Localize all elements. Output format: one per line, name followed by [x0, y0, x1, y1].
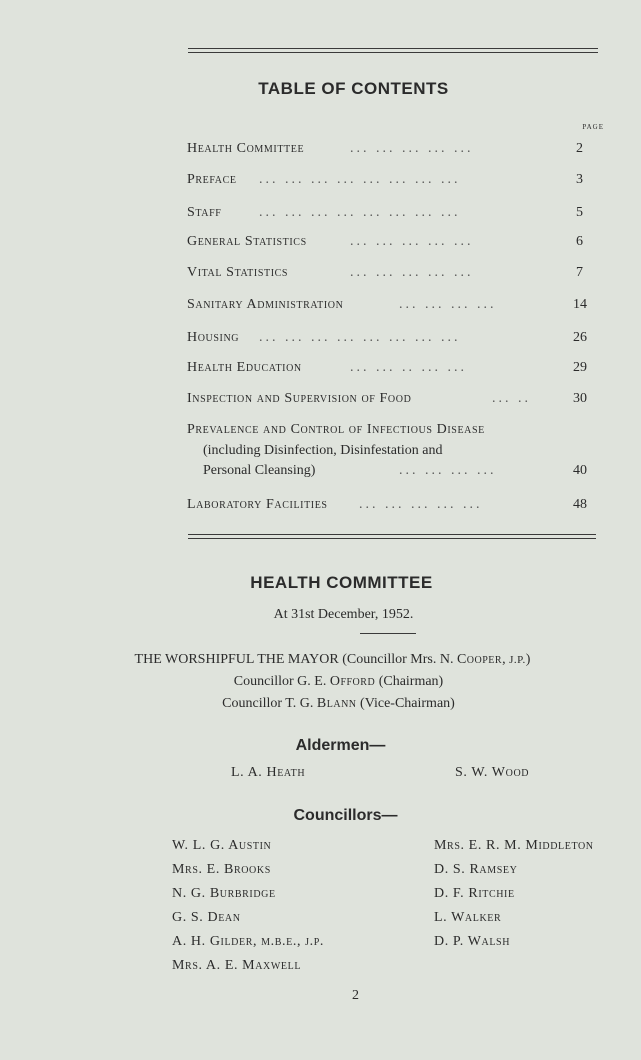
toc-entry	[187, 360, 595, 380]
toc-entry	[187, 463, 595, 483]
councillors-heading: Councillors—	[293, 807, 398, 824]
committee-title: HEALTH COMMITTEE	[250, 573, 433, 592]
toc-entry-label: Staff	[187, 205, 222, 220]
councillor-name: N. G. Burbridge	[172, 886, 276, 901]
toc-entry-page: 6	[576, 234, 583, 249]
toc-title: TABLE OF CONTENTS	[258, 79, 449, 98]
toc-entry-label: Sanitary Administration	[187, 297, 344, 312]
toc-entry-label: Laboratory Facilities	[187, 497, 328, 512]
toc-leader-dots: ... ... ... ...	[399, 297, 497, 312]
councillor-name: Mrs. E. R. M. Middleton	[434, 838, 594, 853]
toc-entry	[187, 234, 595, 254]
councillor-name: W. L. G. Austin	[172, 838, 272, 853]
toc-entry-page: 48	[573, 497, 587, 512]
councillor-name: D. S. Ramsey	[434, 862, 518, 877]
page-number: 2	[352, 988, 359, 1003]
toc-leader-dots: ... ... ... ... ...	[350, 234, 474, 249]
toc-entry-label: Prevalence and Control of Infectious Disease	[187, 422, 485, 437]
councillor-name: A. H. Gilder, m.b.e., j.p.	[172, 934, 324, 949]
chairman-name: Offord	[329, 674, 376, 689]
toc-entry-page: 5	[576, 205, 583, 220]
toc-entry-page: 3	[576, 172, 583, 187]
toc-entry-sub-line: Personal Cleansing)	[203, 463, 316, 478]
toc-leader-dots: ... ... ... ... ...	[350, 141, 474, 156]
toc-leader-dots: ... ... ... ... ...	[359, 497, 483, 512]
toc-entry	[187, 172, 595, 192]
toc-leader-dots: ... ... ... ... ... ... ... ...	[259, 330, 461, 345]
toc-entry	[187, 330, 595, 350]
aldermen-heading: Aldermen—	[295, 737, 386, 754]
toc-entry-label: Inspection and Supervision of Food	[187, 391, 412, 406]
mayor-line: THE WORSHIPFUL THE MAYOR (Councillor Mrs. N. Cooper, J.P.)	[134, 652, 531, 667]
toc-leader-dots: ... ... ... ... ...	[350, 265, 474, 280]
alderman-name: L. A. Heath	[231, 765, 306, 780]
councillor-name: Mrs. E. Brooks	[172, 862, 271, 877]
toc-entry	[187, 141, 595, 161]
toc-entry	[187, 497, 595, 517]
middle-double-rule	[188, 534, 596, 539]
toc-entry	[187, 265, 595, 285]
vice-chairman-prefix: Councillor T. G.	[222, 696, 317, 711]
councillor-name: Mrs. A. E. Maxwell	[172, 958, 302, 973]
councillor-name: D. F. Ritchie	[434, 886, 515, 901]
toc-leader-dots: ... ... ... ... ... ... ... ...	[259, 172, 461, 187]
toc-entry	[187, 422, 595, 442]
toc-entry-page: 30	[573, 391, 587, 406]
mayor-line-prefix: THE WORSHIPFUL THE MAYOR (Councillor Mrs. N.	[134, 652, 457, 667]
toc-entry-label: Health Education	[187, 360, 302, 375]
toc-entry	[187, 205, 595, 225]
toc-entry-page: 40	[573, 463, 587, 478]
toc-leader-dots: ... ..	[492, 391, 531, 406]
councillor-name: D. P. Walsh	[434, 934, 511, 949]
toc-entry-page: 29	[573, 360, 587, 375]
toc-entry-label: Preface	[187, 172, 237, 187]
toc-leader-dots: ... ... .. ... ...	[350, 360, 467, 375]
toc-leader-dots: ... ... ... ...	[399, 463, 497, 478]
toc-entry-label: Health Committee	[187, 141, 305, 156]
toc-entry-page: 14	[573, 297, 587, 312]
mayor-suffix: J.P.	[509, 654, 526, 666]
toc-entry-label: Housing	[187, 330, 240, 345]
toc-entry-label: General Statistics	[187, 234, 307, 249]
vice-chairman-line	[0, 696, 641, 712]
toc-entry-sub-line: (including Disinfection, Disinfestation and	[203, 443, 443, 458]
toc-entry-label: Vital Statistics	[187, 265, 289, 280]
toc-entry-page: 2	[576, 141, 583, 156]
chairman-prefix: Councillor G. E.	[233, 674, 330, 689]
toc-entry	[187, 391, 595, 411]
alderman-name: S. W. Wood	[455, 765, 530, 780]
committee-date: At 31st December, 1952.	[273, 607, 414, 622]
councillor-name: L. Walker	[434, 910, 502, 925]
top-double-rule	[188, 48, 598, 53]
toc-entry-page: 7	[576, 265, 583, 280]
toc-entry-page: 26	[573, 330, 587, 345]
toc-leader-dots: ... ... ... ... ... ... ... ...	[259, 205, 461, 220]
vice-chairman-role: (Vice-Chairman)	[356, 696, 455, 711]
mayor-name: Cooper	[456, 652, 503, 667]
toc-page-header: page	[582, 121, 604, 132]
councillor-name: G. S. Dean	[172, 910, 241, 925]
vice-chairman-name: Blann	[316, 696, 357, 711]
toc-entry	[187, 297, 595, 317]
chairman-line	[0, 674, 641, 690]
chairman-role: (Chairman)	[375, 674, 444, 689]
short-divider	[360, 633, 416, 634]
